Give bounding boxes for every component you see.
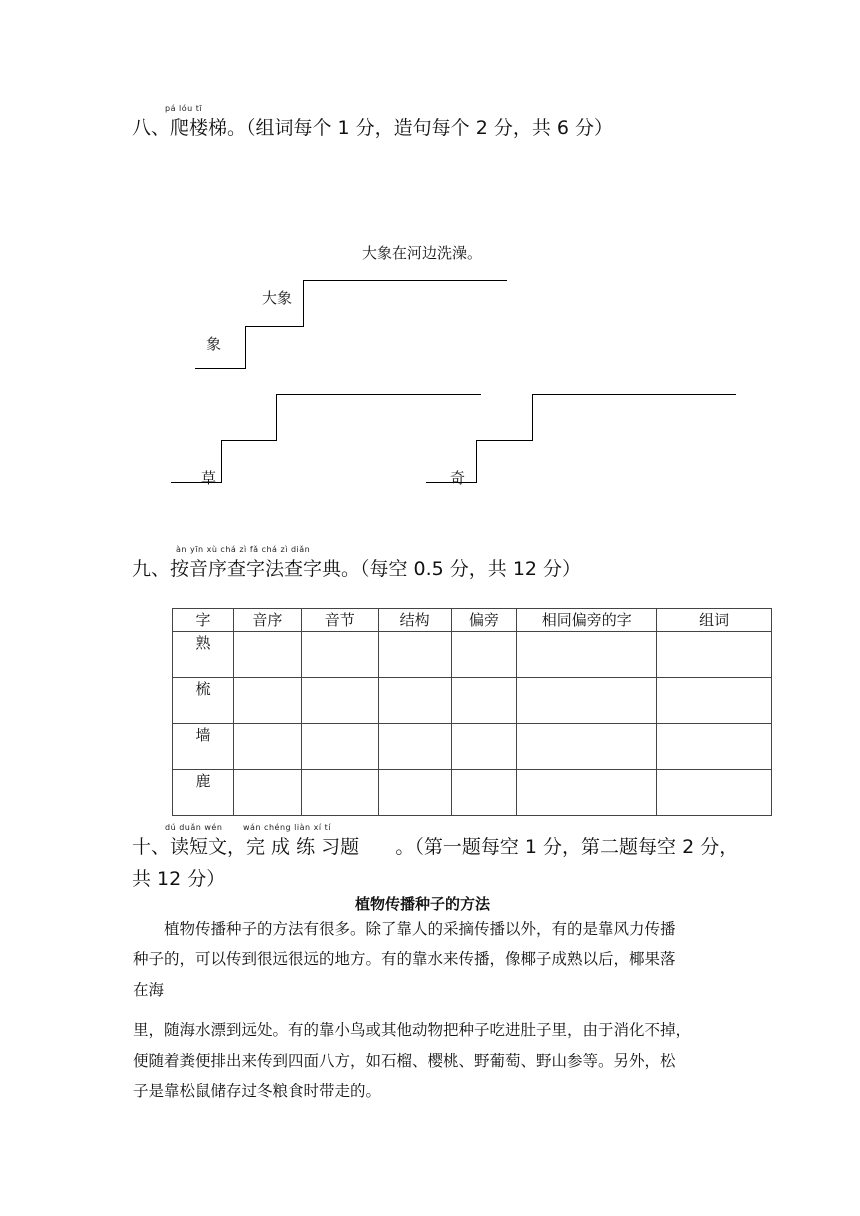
table-row: [173, 632, 772, 678]
answer-cell[interactable]: [657, 678, 772, 724]
example-sentence: 大象在河边洗澡。: [362, 244, 483, 262]
answer-cell[interactable]: [657, 632, 772, 678]
stair-1-word-2: 大象: [262, 289, 293, 307]
stair-2-riser-1: [221, 440, 222, 483]
stair-3-step-1: [476, 440, 532, 441]
section10-pinyin-b: wán chéng liàn xí tí: [243, 823, 331, 832]
answer-cell[interactable]: [301, 632, 378, 678]
answer-cell[interactable]: [657, 724, 772, 770]
header-word: 组词: [657, 609, 772, 632]
header-radical: 偏旁: [451, 609, 517, 632]
row-char: 墙: [173, 724, 234, 770]
passage-line-6: 子是靠松鼠储存过冬粮食时带走的。: [133, 1082, 382, 1100]
answer-cell[interactable]: [378, 724, 451, 770]
answer-cell[interactable]: [378, 632, 451, 678]
stair-2-word-1: 草: [201, 469, 217, 487]
answer-cell[interactable]: [301, 770, 378, 816]
section10-heading-line1: 十、读短文，完 成 练 习题 。（第一题每空 1 分，第二题每空 2 分，: [132, 836, 739, 858]
passage-line-5: 便随着粪便排出来传到四面八方，如石榴、樱桃、野葡萄、野山参等。另外，松: [133, 1052, 676, 1070]
answer-cell[interactable]: [451, 632, 517, 678]
stair-3-riser-1: [476, 440, 477, 483]
stair-3-top-line: [532, 394, 736, 395]
stair-1-step-1: [245, 326, 303, 327]
answer-cell[interactable]: [301, 678, 378, 724]
answer-cell[interactable]: [451, 678, 517, 724]
answer-cell[interactable]: [657, 770, 772, 816]
header-syllable: 音节: [301, 609, 378, 632]
answer-cell[interactable]: [451, 724, 517, 770]
answer-cell[interactable]: [517, 770, 657, 816]
row-char: 熟: [173, 632, 234, 678]
stair-1-riser-1: [245, 326, 246, 369]
answer-cell[interactable]: [233, 724, 301, 770]
passage-line-1: 植物传播种子的方法有很多。除了靠人的采摘传播以外，有的是靠风力传播: [164, 920, 676, 938]
table-row: [173, 770, 772, 816]
answer-cell[interactable]: [378, 770, 451, 816]
header-same-radical: 相同偏旁的字: [517, 609, 657, 632]
stair-3-word-1: 奇: [450, 469, 466, 487]
dictionary-table: [172, 608, 772, 816]
table-row: [173, 724, 772, 770]
stair-2-top-line: [276, 394, 481, 395]
stair-2-step-1: [221, 440, 276, 441]
stair-3-riser-2: [532, 394, 533, 441]
table-row: [173, 678, 772, 724]
answer-cell[interactable]: [301, 724, 378, 770]
section9-heading: 九、按音序查字法查字典。（每空 0.5 分，共 12 分）: [132, 558, 582, 580]
answer-cell[interactable]: [233, 678, 301, 724]
stair-1-riser-2: [303, 280, 304, 327]
header-char: 字: [173, 609, 234, 632]
passage-line-2: 种子的，可以传到很远很远的地方。有的靠水来传播，像椰子成熟以后，椰果落: [133, 950, 676, 968]
answer-cell[interactable]: [451, 770, 517, 816]
answer-cell[interactable]: [517, 678, 657, 724]
stair-1-base: [195, 368, 245, 369]
stair-1-word-1: 象: [206, 335, 222, 353]
passage-line-4: 里，随海水漂到远处。有的靠小鸟或其他动物把种子吃进肚子里，由于消化不掉，: [133, 1021, 692, 1039]
table-header-row: [173, 609, 772, 632]
answer-cell[interactable]: [517, 724, 657, 770]
answer-cell[interactable]: [233, 770, 301, 816]
answer-cell[interactable]: [378, 678, 451, 724]
row-char: 鹿: [173, 770, 234, 816]
passage-title: 植物传播种子的方法: [355, 895, 491, 913]
row-char: 梳: [173, 678, 234, 724]
header-structure: 结构: [378, 609, 451, 632]
passage-line-3: 在海: [133, 981, 165, 999]
section9-pinyin: àn yīn xù chá zì fǎ chá zì diǎn: [176, 545, 311, 554]
section10-heading-line2: 共 12 分）: [132, 868, 226, 890]
header-letter: 音序: [233, 609, 301, 632]
answer-cell[interactable]: [233, 632, 301, 678]
section8-pinyin: pá lóu tī: [165, 104, 203, 113]
stair-2-riser-2: [276, 394, 277, 441]
section10-pinyin-a: dú duǎn wén: [165, 823, 223, 832]
section8-heading: 八、爬楼梯。（组词每个 1 分，造句每个 2 分，共 6 分）: [132, 117, 614, 139]
answer-cell[interactable]: [517, 632, 657, 678]
stair-1-top-line: [303, 280, 507, 281]
